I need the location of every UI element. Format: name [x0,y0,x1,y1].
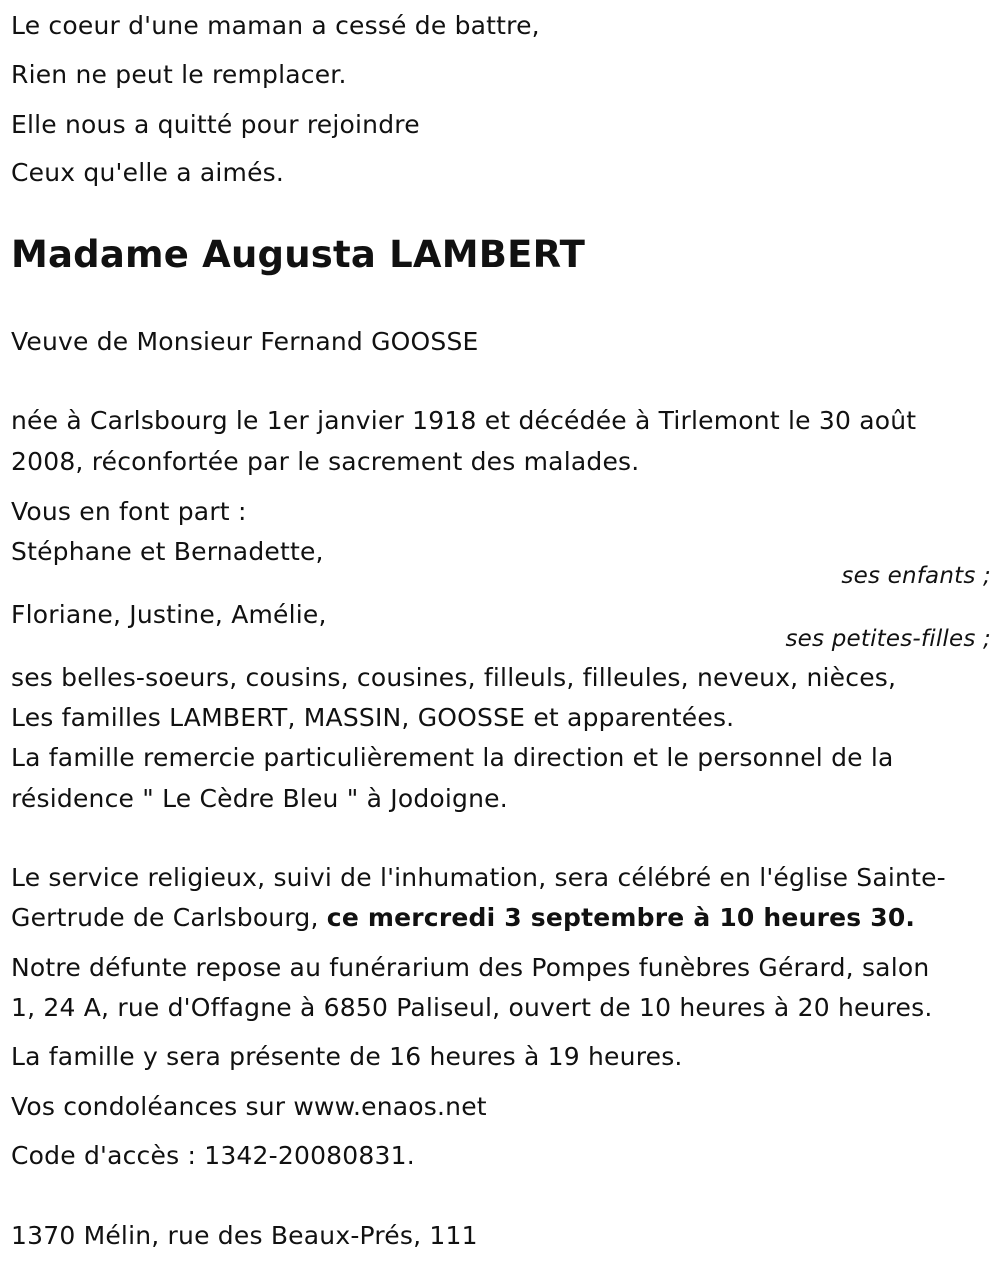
service-line-1: Le service religieux, suivi de l'inhumation, sera célébré en l'église Sainte- [11,863,946,892]
thanks-line-2: résidence " Le Cèdre Bleu " à Jodoigne. [11,784,508,813]
poem-line-2: Rien ne peut le remplacer. [11,60,347,89]
thanks-line-1: La famille remercie particulièrement la direction et le personnel de la [11,743,894,772]
deceased-name: Madame Augusta LAMBERT [11,233,586,276]
poem-line-1: Le coeur d'une maman a cessé de battre, [11,11,540,40]
service-location: Gertrude de Carlsbourg, [11,903,327,932]
grandchildren-names: Floriane, Justine, Amélie, [11,600,327,629]
birth-death-line-1: née à Carlsbourg le 1er janvier 1918 et décédée à Tirlemont le 30 août [11,406,917,435]
families: Les familles LAMBERT, MASSIN, GOOSSE et apparentées. [11,703,735,732]
service-datetime: ce mercredi 3 septembre à 10 heures 30. [326,903,916,932]
address: 1370 Mélin, rue des Beaux-Prés, 111 [11,1221,478,1250]
service-line-2 [11,903,915,933]
widow-of: Veuve de Monsieur Fernand GOOSSE [11,327,479,356]
relatives: ses belles-soeurs, cousins, cousines, filleuls, filleules, neveux, nièces, [11,663,897,692]
poem-line-3: Elle nous a quitté pour rejoindre [11,110,420,139]
children-names: Stéphane et Bernadette, [11,537,324,566]
funerarium-line-1: Notre défunte repose au funérarium des Pompes funèbres Gérard, salon [11,953,930,982]
family-intro: Vous en font part : [11,497,247,526]
poem-line-4: Ceux qu'elle a aimés. [11,158,285,187]
funerarium-line-2: 1, 24 A, rue d'Offagne à 6850 Paliseul, ouvert de 10 heures à 20 heures. [11,993,933,1022]
presence-hours: La famille y sera présente de 16 heures à 19 heures. [11,1042,683,1071]
children-role: ses enfants ; [841,563,991,589]
condolences: Vos condoléances sur www.enaos.net [11,1092,487,1121]
grandchildren-role: ses petites-filles ; [785,626,991,652]
access-code: Code d'accès : 1342-20080831. [11,1141,415,1170]
birth-death-line-2: 2008, réconfortée par le sacrement des malades. [11,447,640,476]
